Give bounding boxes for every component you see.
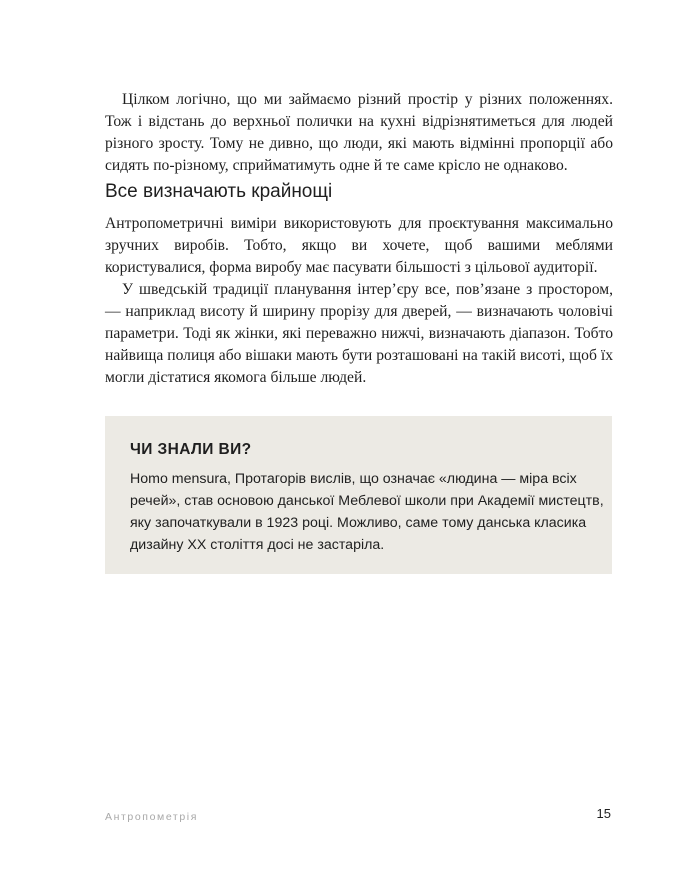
callout-line: речей», став основою данської Меблевої школи при Академії мистецтв,: [130, 493, 604, 509]
section-heading: Все визначають крайнощі: [105, 181, 333, 202]
running-footer-section: Антропометрія: [105, 811, 198, 823]
page-number: 15: [596, 806, 611, 821]
section-body: [105, 213, 613, 389]
callout-title: ЧИ ЗНАЛИ ВИ?: [130, 441, 252, 458]
callout-line: дизайну XX століття досі не застаріла.: [130, 537, 385, 553]
callout-text: [130, 468, 604, 556]
callout-line: Homo mensura, Протагорів вислів, що означає «людина — міра всіх: [130, 471, 577, 487]
section-paragraph: У шведській традиції планування інтер’єру все, пов’язане з простором, — наприклад висоту й ширину прорізу для дверей, — визначають чоловічі параметри. Тоді як жінки, які переважно нижчі, визначають діапазон. Тобто найвища полиця або вішаки мають бути розташовані на такій висоті, щоб їх могли дістатися якомога більше людей.: [105, 281, 613, 386]
section-paragraph: Антропометричні виміри використовують для проєктування максимально зручних виробів. Тобто, якщо ви хочете, щоб вашими меблями користувалися, форма виробу має пасувати більшості з цільової аудиторії.: [105, 215, 613, 276]
intro-paragraph: Цілком логічно, що ми займаємо різний простір у різних положеннях. Тож і відстань до верхньої полички на кухні відрізнятиметься для людей різного зросту. Тому не дивно, що люди, які мають відмінні пропорції або сидять по-різному, сприйматимуть одне й те саме крісло не однаково.: [105, 91, 613, 174]
callout-line: яку започаткували в 1923 році. Можливо, саме тому данська класика: [130, 515, 587, 531]
did-you-know-callout: [105, 416, 612, 574]
intro-text-block: [105, 89, 613, 177]
